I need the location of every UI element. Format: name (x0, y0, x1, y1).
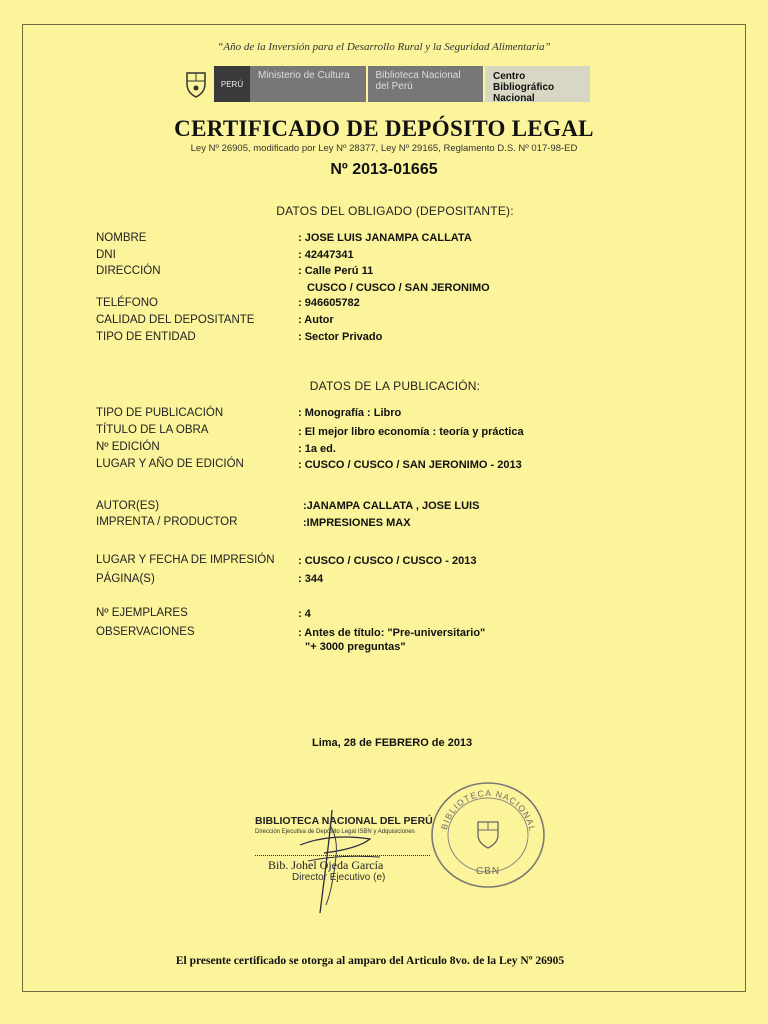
depositor-label-dni: DNI (96, 249, 116, 261)
bibliographic-center-logo-label: Centro Bibliográfico Nacional (485, 66, 590, 102)
publication-value-place-year: : CUSCO / CUSCO / SAN JERONIMO - 2013 (298, 459, 522, 471)
depositor-label-address: DIRECCIÓN (96, 265, 161, 277)
peru-coat-of-arms-icon (178, 66, 214, 102)
depositor-section-title: DATOS DEL OBLIGADO (DEPOSITANTE): (276, 204, 514, 218)
publication-value-observations: : Antes de título: "Pre-universitario" (298, 627, 486, 639)
certificate-title: CERTIFICADO DE DEPÓSITO LEGAL (174, 116, 594, 141)
header-motto: “Año de la Inversión para el Desarrollo Rural y la Seguridad Alimentaria” (217, 41, 551, 53)
depositor-label-entity-type: TIPO DE ENTIDAD (96, 331, 196, 343)
depositor-label-name: NOMBRE (96, 232, 147, 244)
signing-organization: BIBLIOTECA NACIONAL DEL PERÚ (255, 815, 433, 827)
library-seal-stamp (428, 780, 548, 895)
depositor-value-address-locality: CUSCO / CUSCO / SAN JERONIMO (307, 282, 490, 294)
depositor-label-quality: CALIDAD DEL DEPOSITANTE (96, 314, 255, 326)
publication-label-print-place-date: LUGAR Y FECHA DE IMPRESIÓN (96, 554, 275, 566)
publication-label-pages: PÁGINA(S) (96, 573, 155, 585)
certificate-number: Nº 2013-01665 (330, 161, 438, 178)
depositor-value-name: : JOSE LUIS JANAMPA CALLATA (298, 232, 472, 244)
peru-logo-label: PERÚ (214, 66, 250, 102)
publication-label-title: TÍTULO DE LA OBRA (96, 424, 209, 436)
footer-legal-note: El presente certificado se otorga al amparo del Articulo 8vo. de la Ley Nº 26905 (175, 955, 565, 967)
depositor-value-quality: : Autor (298, 314, 334, 326)
institutional-logo-bar (178, 66, 590, 102)
signer-title: Director Ejecutivo (e) (292, 872, 386, 883)
svg-text:BIBLIOTECA NACIONAL DEL PERU: BIBLIOTECA NACIONAL (438, 787, 538, 833)
depositor-value-phone: : 946605782 (298, 297, 360, 309)
signer-name: Bib. Johel Ojeda García (268, 858, 384, 872)
ministry-logo-label: Ministerio de Cultura (250, 66, 368, 102)
publication-label-edition: Nº EDICIÓN (96, 441, 160, 453)
library-logo-label: Biblioteca Nacional del Perú (368, 66, 486, 102)
publication-label-authors: AUTOR(ES) (96, 500, 160, 512)
publication-label-type: TIPO DE PUBLICACIÓN (96, 407, 224, 419)
depositor-value-dni: : 42447341 (298, 249, 354, 261)
depositor-label-phone: TELÉFONO (96, 297, 158, 309)
publication-value-edition: : 1a ed. (298, 443, 336, 455)
publication-value-type: : Monografía : Libro (298, 407, 402, 419)
signing-organization-department: Dirección Ejecutiva de Depósito Legal ISBN y Adquisiciones (255, 829, 415, 835)
publication-value-observations-line2: "+ 3000 preguntas" (305, 641, 406, 653)
depositor-value-address: : Calle Perú 11 (298, 265, 374, 277)
publication-value-print-place-date: : CUSCO / CUSCO / CUSCO - 2013 (298, 555, 477, 567)
publication-label-printer: IMPRENTA / PRODUCTOR (96, 516, 238, 528)
publication-label-observations: OBSERVACIONES (96, 626, 195, 638)
publication-value-title: : El mejor libro economía : teoría y práctica (298, 426, 524, 438)
law-reference: Ley Nº 26905, modificado por Ley Nº 28377, Ley Nº 29165, Reglamento D.S. Nº 017-98-ED (190, 143, 578, 154)
depositor-value-entity-type: : Sector Privado (298, 331, 383, 343)
publication-value-authors: :JANAMPA CALLATA , JOSE LUIS (303, 500, 480, 512)
publication-value-copies: : 4 (298, 608, 311, 620)
publication-label-copies: Nº EJEMPLARES (96, 607, 188, 619)
publication-value-pages: : 344 (298, 573, 324, 585)
publication-label-place-year: LUGAR Y AÑO DE EDICIÓN (96, 458, 244, 470)
publication-value-printer: :IMPRESIONES MAX (303, 517, 411, 529)
publication-section-title: DATOS DE LA PUBLICACIÓN: (309, 379, 481, 393)
place-and-date: Lima, 28 de FEBRERO de 2013 (312, 737, 473, 749)
handwritten-signature (290, 805, 410, 930)
svg-text:CBN: CBN (475, 866, 501, 877)
